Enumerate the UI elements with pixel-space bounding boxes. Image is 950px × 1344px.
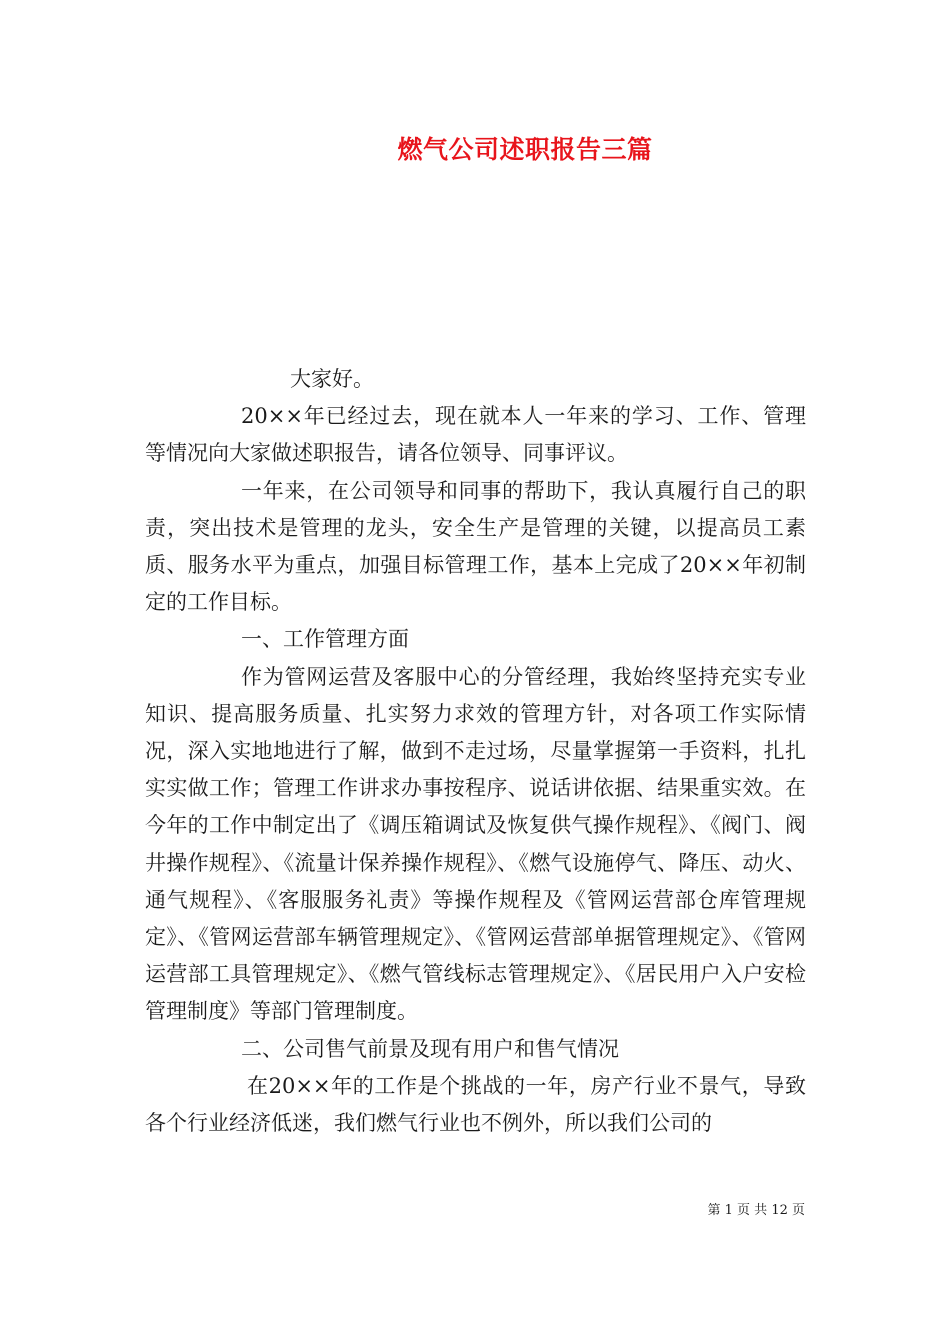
document-title: 燃气公司述职报告三篇 [397, 135, 653, 164]
paragraph-work-management: 作为管网运营及客服中心的分管经理，我始终坚持充实专业知识、提高服务质量、扎实努力求效的管理方针，对各项工作实际情况，深入实地地进行了解，做到不走过场，尽量掌握第一手资料，扎扎实实做工作；管理工作讲求办事按程序、说话讲依据、结果重实效。在今年的工作中制定出了《调压箱调试及恢复供气操作规程》、《阀门、阀井操作规程》、《流量计保养操作规程》、《燃气设施停气、降压、动火、通气规程》、《客服服务礼责》等操作规程及《管网运营部仓库管理规定》、《管网运营部车辆管理规定》、《管网运营部单据管理规定》、《管网运营部工具管理规定》、《燃气管线标志管理规定》、《居民用户入户安检管理制度》等部门管理制度。 [145, 664, 806, 1024]
section-heading-2: 二、公司售气前景及现有用户和售气情况 [241, 1036, 619, 1061]
paragraph-intro: 20××年已经过去，现在就本人一年来的学习、工作、管理等情况向大家做述职报告，请各位领导、同事评议。 [145, 404, 806, 466]
paragraph-summary: 一年来，在公司领导和同事的帮助下，我认真履行自己的职责，突出技术是管理的龙头，安全生产是管理的关键，以提高员工素质、服务水平为重点，加强目标管理工作，基本上完成了20××年初制定的工作目标。 [145, 478, 806, 615]
page-number: 第 1 页 共 12 页 [707, 1203, 805, 1218]
section-heading-1: 一、工作管理方面 [241, 627, 409, 652]
document-body [145, 361, 806, 1142]
paragraph-greeting: 大家好。 [290, 367, 374, 391]
paragraph-gas-sales: 在20××年的工作是个挑战的一年，房产行业不景气，导致各个行业经济低迷，我们燃气行业也不例外，所以我们公司的 [145, 1073, 806, 1136]
